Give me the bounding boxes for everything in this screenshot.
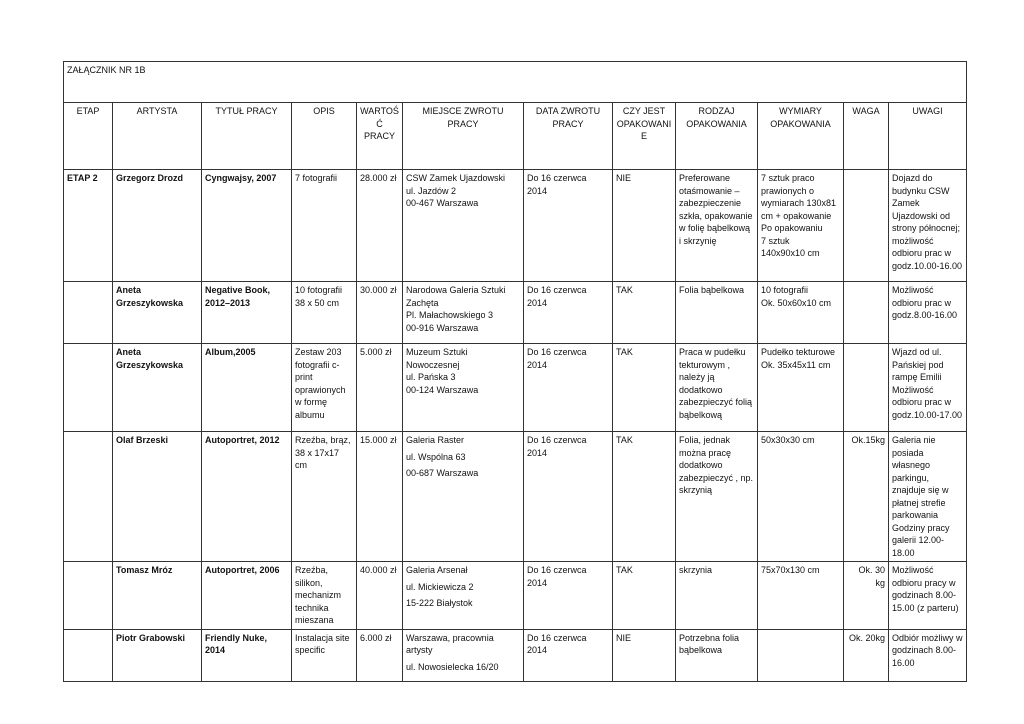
cell-czy: TAK	[613, 282, 676, 344]
cell-uwagi: Galeria nie posiada własnego parkingu, znajduje się w płatnej strefie parkowania Godziny pracy galerii 12.00-18.00	[889, 432, 967, 562]
cell-czy: TAK	[613, 562, 676, 630]
header-waga: WAGA	[844, 103, 889, 170]
cell-miejsce	[403, 170, 524, 282]
cell-data: Do 16 czerwca 2014	[524, 344, 613, 432]
address-line: ul. Nowosielecka 16/20	[406, 661, 499, 672]
address-line: CSW Zamek Ujazdowski	[406, 173, 506, 183]
cell-rodzaj: Praca w pudełku tekturowym , należy ją dodatkowo zabezpieczyć folią bąbelkową	[676, 344, 758, 432]
dimension-line: 140x90x10 cm	[761, 248, 820, 258]
address-line: Galeria Raster	[406, 435, 465, 445]
dimension-line: 50x30x30 cm	[761, 435, 815, 445]
header-wartosc: WARTOŚ Ć PRACY	[357, 103, 403, 170]
cell-tytul: Autoportret, 2006	[202, 562, 292, 630]
cell-wartosc: 6.000 zł	[357, 629, 403, 681]
header-miejsce: MIEJSCE ZWROTU PRACY	[403, 103, 524, 170]
address-line: 00-467 Warszawa	[406, 198, 479, 208]
cell-uwagi: Możliwość odbioru prac w godz.8.00-16.00	[889, 282, 967, 344]
header-tytul: TYTUŁ PRACY	[202, 103, 292, 170]
cell-uwagi: Odbiór możliwy w godzinach 8.00-16.00	[889, 629, 967, 681]
cell-wymiary	[758, 629, 844, 681]
cell-artysta: Grzegorz Drozd	[113, 170, 202, 282]
cell-uwagi: Wjazd od ul. Pańskiej pod rampę Emilii Możliwość odbioru prac w godz.10.00-17.00	[889, 344, 967, 432]
cell-czy: NIE	[613, 629, 676, 681]
cell-opis: 10 fotografii 38 x 50 cm	[292, 282, 357, 344]
address-line: Galeria Arsenał	[406, 565, 468, 575]
cell-opis: 7 fotografii	[292, 170, 357, 282]
header-opis: OPIS	[292, 103, 357, 170]
cell-tytul: Cyngwajsy, 2007	[202, 170, 292, 282]
header-etap: ETAP	[64, 103, 113, 170]
cell-opis: Rzeźba, brąz, 38 x 17x17 cm	[292, 432, 357, 562]
cell-rodzaj: skrzynia	[676, 562, 758, 630]
cell-rodzaj: Folia bąbelkowa	[676, 282, 758, 344]
cell-artysta: Tomasz Mróz	[113, 562, 202, 630]
table-row	[64, 344, 967, 432]
cell-miejsce	[403, 562, 524, 630]
address-line: Warszawa, pracownia artysty	[406, 632, 494, 655]
document-title: ZAŁĄCZNIK NR 1B	[64, 62, 967, 103]
cell-uwagi: Dojazd do budynku CSW Zamek Ujazdowski od strony północnej; możliwość odbioru prac w godz.10.00-16.00	[889, 170, 967, 282]
address-line: 00-916 Warszawa	[406, 322, 479, 333]
cell-etap	[64, 344, 113, 432]
cell-tytul: Friendly Nuke, 2014	[202, 629, 292, 681]
header-rodzaj: RODZAJ OPAKOWANIA	[676, 103, 758, 170]
header-row	[64, 103, 967, 170]
cell-waga: Ok. 20kg	[844, 629, 889, 681]
cell-wartosc: 30.000 zł	[357, 282, 403, 344]
cell-waga	[844, 282, 889, 344]
cell-rodzaj: Folia, jednak można pracę dodatkowo zabezpieczyć , np. skrzynią	[676, 432, 758, 562]
cell-artysta: Aneta Grzeszykowska	[113, 344, 202, 432]
cell-waga	[844, 170, 889, 282]
cell-etap	[64, 629, 113, 681]
address-line: 00-124 Warszawa	[406, 384, 479, 395]
header-czy: CZY JEST OPAKOWANI E	[613, 103, 676, 170]
cell-data: Do 16 czerwca 2014	[524, 282, 613, 344]
dimension-line: 7 sztuk praco prawionych o wymiarach 130x81 cm + opakowanie	[761, 173, 837, 221]
cell-artysta: Olaf Brzeski	[113, 432, 202, 562]
cell-miejsce	[403, 432, 524, 562]
cell-wartosc: 28.000 zł	[357, 170, 403, 282]
cell-tytul: Autoportret, 2012	[202, 432, 292, 562]
table-row	[64, 282, 967, 344]
table-row	[64, 170, 967, 282]
cell-uwagi: Możliwość odbioru pracy w godzinach 8.00-15.00 (z parteru)	[889, 562, 967, 630]
cell-waga	[844, 344, 889, 432]
cell-data: Do 16 czerwca 2014	[524, 562, 613, 630]
cell-wymiary	[758, 344, 844, 432]
cell-artysta: Piotr Grabowski	[113, 629, 202, 681]
dimension-line: 10 fotografii	[761, 285, 809, 295]
cell-waga: Ok. 30 kg	[844, 562, 889, 630]
cell-data: Do 16 czerwca 2014	[524, 629, 613, 681]
address-line: ul. Mickiewicza 2	[406, 581, 474, 592]
cell-etap	[64, 562, 113, 630]
address-line: 00-687 Warszawa	[406, 468, 479, 478]
cell-data: Do 16 czerwca 2014	[524, 432, 613, 562]
cell-opis: Zestaw 203 fotografii c-print oprawionych w formę albumu	[292, 344, 357, 432]
cell-data: Do 16 czerwca 2014	[524, 170, 613, 282]
header-wymiary: WYMIARY OPAKOWANIA	[758, 103, 844, 170]
cell-wymiary	[758, 562, 844, 630]
dimension-line: Po opakowaniu	[761, 223, 823, 233]
header-data: DATA ZWROTU PRACY	[524, 103, 613, 170]
table-row	[64, 562, 967, 630]
cell-miejsce	[403, 629, 524, 681]
cell-tytul: Negative Book, 2012–2013	[202, 282, 292, 344]
dimension-line: 7 sztuk	[761, 235, 790, 246]
cell-wymiary	[758, 170, 844, 282]
cell-wymiary	[758, 282, 844, 344]
cell-artysta: Aneta Grzeszykowska	[113, 282, 202, 344]
cell-czy: NIE	[613, 170, 676, 282]
dimension-line: Pudełko tekturowe Ok. 35x45x11 cm	[761, 347, 836, 370]
table-row	[64, 432, 967, 562]
cell-opis: Rzeźba, silikon, mechanizm technika mieszana	[292, 562, 357, 630]
cell-czy: TAK	[613, 344, 676, 432]
cell-etap	[64, 432, 113, 562]
cell-wartosc: 5.000 zł	[357, 344, 403, 432]
cell-miejsce	[403, 282, 524, 344]
cell-czy: TAK	[613, 432, 676, 562]
cell-etap: ETAP 2	[64, 170, 113, 282]
cell-waga: Ok.15kg	[844, 432, 889, 562]
cell-rodzaj: Preferowane otaśmowanie – zabezpieczenie szkła, opakowanie w folię bąbelkową i skrzynię	[676, 170, 758, 282]
header-uwagi: UWAGI	[889, 103, 967, 170]
cell-opis: Instalacja site specific	[292, 629, 357, 681]
cell-wartosc: 15.000 zł	[357, 432, 403, 562]
address-line: Narodowa Galeria Sztuki Zachęta	[406, 285, 506, 308]
cell-wymiary	[758, 432, 844, 562]
address-line: ul. Pańska 3	[406, 372, 456, 382]
header-artysta: ARTYSTA	[113, 103, 202, 170]
cell-tytul: Album,2005	[202, 344, 292, 432]
cell-miejsce	[403, 344, 524, 432]
address-line: Pl. Małachowskiego 3	[406, 310, 494, 320]
cell-etap	[64, 282, 113, 344]
cell-wartosc: 40.000 zł	[357, 562, 403, 630]
table-row	[64, 629, 967, 681]
dimension-line: 75x70x130 cm	[761, 565, 820, 575]
address-line: Muzeum Sztuki Nowoczesnej	[406, 347, 468, 370]
attachment-table	[63, 61, 967, 682]
address-line: ul. Wspólna 63	[406, 451, 466, 462]
address-line: 15-222 Białystok	[406, 598, 473, 608]
address-line: ul. Jazdów 2	[406, 185, 457, 196]
dimension-line: Ok. 50x60x10 cm	[761, 297, 832, 308]
cell-rodzaj: Potrzebna folia bąbelkowa	[676, 629, 758, 681]
